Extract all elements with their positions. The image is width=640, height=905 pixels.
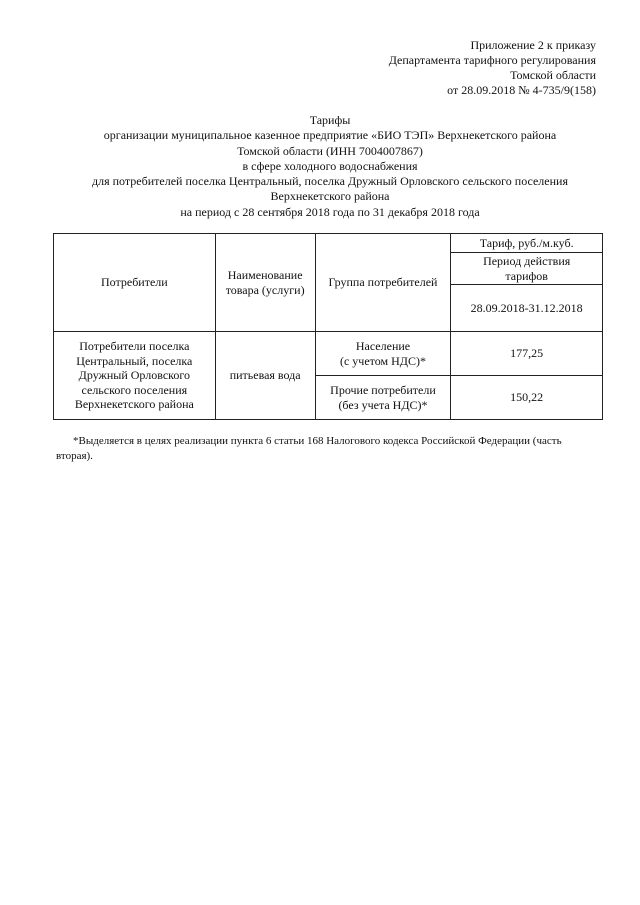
consumers-line: Дружный Орловского [78, 368, 190, 383]
footnote-line2: вторая). [56, 449, 93, 462]
title-line-period: на период с 28 сентября 2018 года по 31 декабря 2018 года [180, 204, 480, 219]
header-period-line2: тарифов [505, 268, 548, 283]
group-name: Население [355, 339, 411, 353]
title-line-consumers: для потребителей поселка Центральный, поселка Дружный Орловского сельского поселения [92, 174, 568, 189]
group-vat-note: (без учета НДС)* [338, 397, 428, 412]
footnote-line1: *Выделяется в целях реализации пункта 6 статьи 168 Налогового кодекса Российской Федерации (часть [73, 435, 562, 447]
header-line-department: Департамента тарифного регулирования [388, 53, 596, 67]
header-line-order-date: от 28.09.2018 № 4-735/9(158) [447, 83, 596, 97]
cell-group-other [315, 376, 451, 420]
title-line-inn: Томской области (ИНН 7004007867) [237, 143, 423, 158]
header-tariff-unit: Тариф, руб./м.куб. [451, 234, 603, 253]
document-title [30, 113, 630, 220]
header-line-region: Томской области [510, 68, 596, 82]
title-line-sphere: в сфере холодного водоснабжения [242, 158, 418, 173]
header-product-name-line1: Наименование [227, 268, 303, 282]
consumers-line: сельского поселения [81, 382, 188, 397]
header-line-appendix: Приложение 2 к приказу [470, 38, 596, 52]
table-header-row [54, 234, 603, 253]
cell-tariff-other: 150,22 [451, 376, 603, 420]
header-product-name-line2: товара (услуги) [225, 282, 305, 297]
header-period-line1: Период действия [483, 254, 571, 268]
header-period [451, 253, 603, 285]
header-consumers: Потребители [54, 234, 216, 332]
consumers-line: Центральный, поселка [76, 353, 193, 368]
order-reference-header [389, 38, 596, 98]
consumers-line: Верхнекетского района [74, 397, 194, 412]
cell-consumers [54, 332, 216, 420]
header-consumer-group: Группа потребителей [315, 234, 451, 332]
cell-tariff-population: 177,25 [451, 332, 603, 376]
table-row [54, 332, 603, 376]
group-name: Прочие потребители [330, 383, 436, 397]
header-period-dates: 28.09.2018-31.12.2018 [451, 285, 603, 332]
cell-group-population [315, 332, 451, 376]
consumers-line: Потребители поселка [79, 339, 190, 354]
tariff-table [53, 233, 603, 420]
cell-product: питьевая вода [215, 332, 315, 420]
header-product-name [215, 234, 315, 332]
title-line-district: Верхнекетского района [270, 189, 390, 204]
group-vat-note: (с учетом НДС)* [339, 353, 426, 368]
title-line-tariffs: Тарифы [309, 113, 351, 127]
title-line-organization: организации муниципальное казенное предприятие «БИО ТЭП» Верхнекетского района [103, 128, 557, 143]
